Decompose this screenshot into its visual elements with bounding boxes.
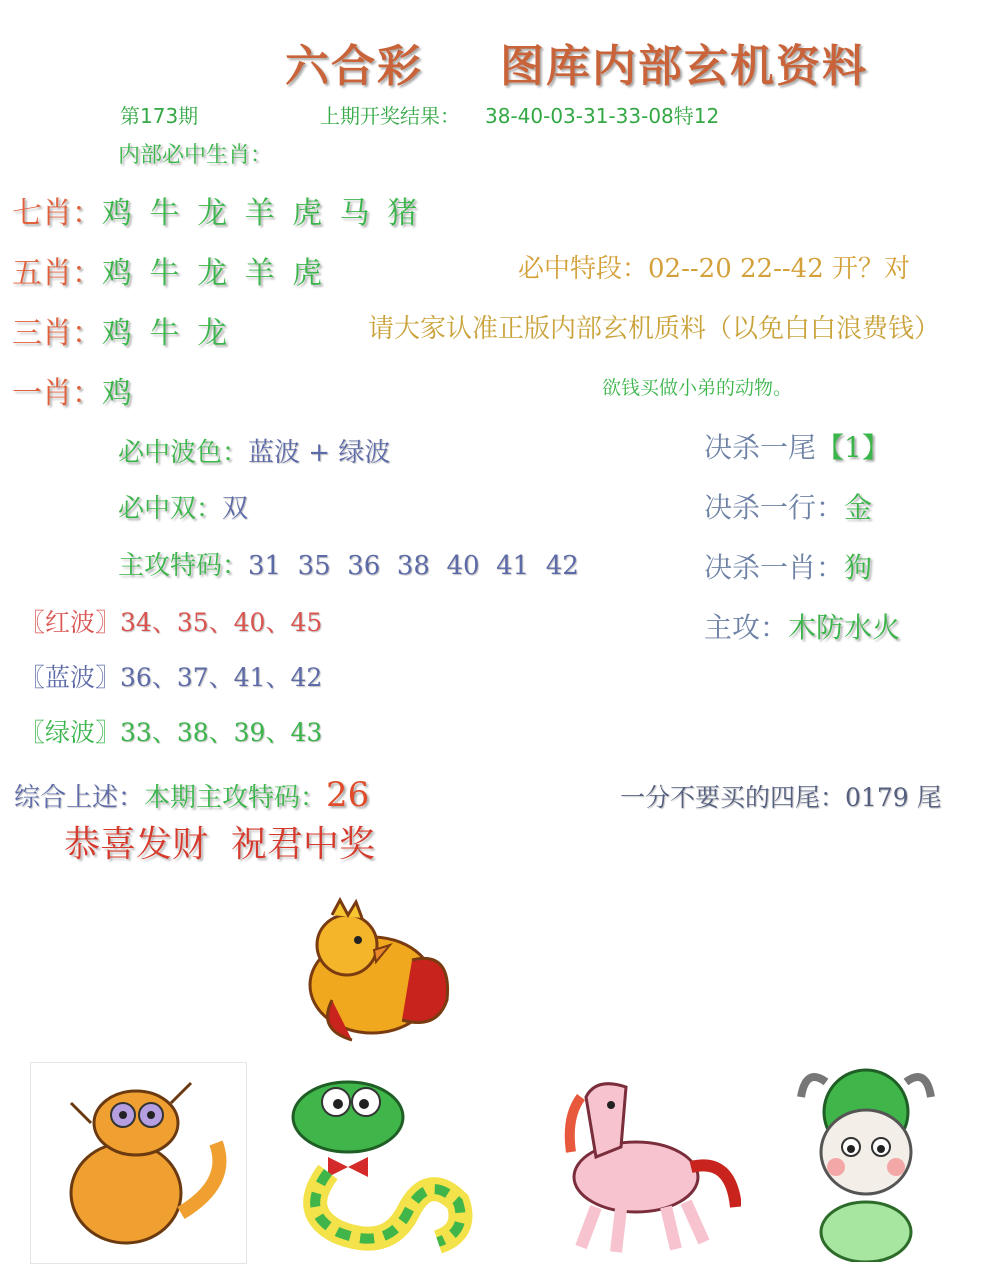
kill-element-line	[704, 486, 872, 526]
zodiac-pick-animals: 鸡 牛 龙	[102, 316, 232, 351]
kill-label: 主攻：	[704, 611, 789, 644]
horse-icon	[526, 1057, 741, 1262]
green-wave-line	[20, 713, 322, 749]
kill-label: 决杀一行：	[704, 491, 845, 524]
special-codes-line	[118, 545, 579, 582]
kill-value: 【1】	[816, 431, 890, 464]
kill-value: 狗	[844, 551, 873, 584]
main-attack-line	[704, 606, 900, 646]
wave-name: 〖红波〗	[20, 608, 121, 637]
wave-numbers: 34、35、40、45	[120, 608, 323, 637]
sheep-icon	[766, 1062, 981, 1262]
rooster-panel	[262, 890, 476, 1058]
zodiac-pick-label: 三肖：	[12, 316, 102, 351]
issue-number: 第173期	[120, 104, 199, 128]
last-result-label: 上期开奖结果：	[320, 104, 460, 128]
zodiac-pick-3	[12, 308, 231, 352]
special-codes-label: 主攻特码：	[118, 551, 249, 581]
rooster-icon	[262, 890, 476, 1058]
zodiac-pick-7	[12, 188, 421, 232]
kill-zodiac-line	[704, 546, 872, 586]
wave-numbers: 33、38、39、43	[120, 718, 323, 747]
zodiac-pick-1	[12, 368, 132, 412]
summary-line	[14, 775, 369, 815]
red-wave-line	[20, 603, 322, 639]
riddle-text: 欲钱买做小弟的动物。	[602, 377, 793, 399]
zodiac-pick-label: 七肖：	[12, 196, 102, 231]
horse-panel	[526, 1057, 741, 1262]
must-zodiac-label: 内部必中生肖：	[118, 143, 273, 168]
wave-label: 必中波色：	[118, 438, 249, 468]
title-left: 六合彩	[285, 41, 423, 92]
wave-name: 〖绿波〗	[20, 718, 121, 747]
snake-icon	[258, 1062, 498, 1262]
wave-numbers: 36、37、41、42	[120, 663, 323, 692]
title-right: 图库内部玄机资料	[500, 41, 868, 92]
summary-main-label: 本期主攻特码：	[144, 783, 327, 813]
tail-label: 一分不要买的四尾：	[620, 783, 846, 812]
zodiac-pick-label: 一肖：	[12, 376, 102, 411]
summary-main-value: 26	[326, 775, 370, 815]
kill-label: 决杀一肖：	[704, 551, 845, 584]
snake-panel	[258, 1062, 498, 1262]
sheep-panel	[766, 1062, 981, 1262]
zodiac-pick-animals: 鸡 牛 龙 羊 虎 马 猪	[102, 196, 422, 231]
blessing-text: 恭喜发财 祝君中奖	[64, 824, 375, 865]
wave-line	[118, 432, 390, 469]
blue-wave-line	[20, 658, 322, 694]
zodiac-pick-animals: 鸡 牛 龙 羊 虎	[102, 256, 327, 291]
tail-value: 0179 尾	[845, 783, 942, 812]
double-line	[118, 488, 248, 525]
kill-tail-line	[704, 426, 890, 466]
kill-value: 木防水火	[788, 611, 901, 644]
dragon-icon	[31, 1063, 246, 1263]
kill-label: 决杀一尾	[704, 431, 817, 464]
double-value: 双	[222, 494, 249, 524]
tail-line	[620, 778, 942, 814]
zodiac-pick-animals: 鸡	[102, 376, 132, 411]
special-codes-value: 31 35 36 38 40 41 42	[248, 551, 579, 581]
zodiac-pick-5	[12, 248, 326, 292]
double-label: 必中双：	[118, 494, 223, 524]
last-result-value: 38-40-03-31-33-08特12	[485, 104, 720, 128]
notice-text: 请大家认准正版内部玄机质料（以免白白浪费钱）	[368, 314, 941, 344]
summary-label: 综合上述：	[14, 783, 145, 813]
kill-value: 金	[844, 491, 873, 524]
dragon-panel	[30, 1062, 247, 1264]
special-segment: 必中特段：02--20 22--42 开？对	[518, 254, 911, 284]
zodiac-pick-label: 五肖：	[12, 256, 102, 291]
wave-name: 〖蓝波〗	[20, 663, 121, 692]
wave-value: 蓝波 + 绿波	[248, 438, 391, 468]
